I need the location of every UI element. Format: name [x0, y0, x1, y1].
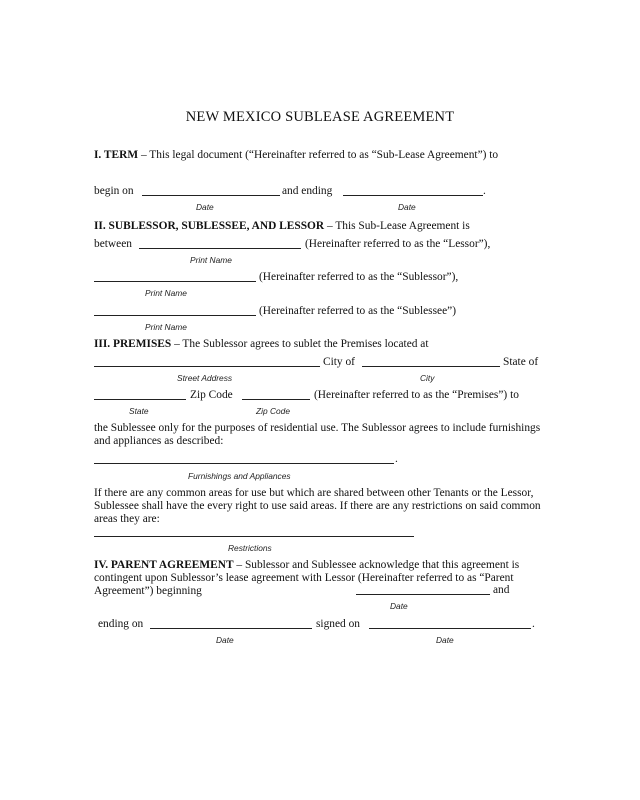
- and-label: and: [493, 584, 510, 596]
- premises-heading: III. PREMISES: [94, 338, 172, 350]
- end-date-caption: Date: [398, 202, 416, 212]
- parent-agreement-paragraph: [94, 559, 546, 598]
- sublessor-print-name-caption: Print Name: [145, 288, 187, 298]
- and-ending-label: and ending: [282, 185, 333, 197]
- begin-date-field[interactable]: [142, 195, 280, 196]
- term-period: .: [483, 185, 486, 197]
- premises-defined-text: (Hereinafter referred to as the “Premises”) to: [314, 389, 519, 401]
- parent-begin-date-caption: Date: [390, 601, 408, 611]
- parent-end-date-caption: Date: [216, 635, 234, 645]
- residential-use-paragraph: the Sublessee only for the purposes of residential use. The Sublessor agrees to include furnishings and appliances as described:: [94, 422, 541, 447]
- premises-intro-line: [94, 337, 429, 351]
- sublessor-name-field[interactable]: [94, 281, 256, 282]
- sublessor-text: (Hereinafter referred to as the “Sublessor”),: [259, 271, 459, 283]
- parent-intro: – Sublessor and Sublessee acknowledge that this agreement is contingent upon Sublessor’s lease agreement with Lessor (Hereinafter referred to as “Parent Agreement”) beginning: [94, 559, 520, 597]
- common-areas-paragraph: If there are any common areas for use but which are shared between other Tenants or the Lessor, Sublessee shall have the every right to use said areas. If there are any restrictions on said common areas they are:: [94, 487, 541, 525]
- state-field[interactable]: [94, 399, 186, 400]
- zip-code-field[interactable]: [242, 399, 310, 400]
- parties-heading: II. SUBLESSOR, SUBLESSEE, AND LESSOR: [94, 220, 325, 232]
- zip-code-label: Zip Code: [190, 389, 233, 401]
- document-title: NEW MEXICO SUBLEASE AGREEMENT: [185, 109, 455, 125]
- street-address-field[interactable]: [94, 366, 320, 367]
- parties-intro-line: [94, 219, 470, 233]
- street-address-caption: Street Address: [177, 373, 233, 383]
- parent-end-date-field[interactable]: [150, 628, 312, 629]
- lessor-name-field[interactable]: [139, 248, 301, 249]
- premises-intro: – The Sublessor agrees to sublet the Premises located at: [171, 338, 429, 350]
- term-intro: – This legal document (“Hereinafter referred to as “Sub-Lease Agreement”) to: [138, 149, 499, 161]
- parties-intro: – This Sub-Lease Agreement is: [324, 220, 470, 232]
- city-caption: City: [420, 373, 435, 383]
- state-caption: State: [129, 406, 149, 416]
- sublessee-print-name-caption: Print Name: [145, 322, 187, 332]
- lessor-print-name-caption: Print Name: [190, 255, 232, 265]
- parent-heading: IV. PARENT AGREEMENT: [94, 559, 234, 571]
- restrictions-caption: Restrictions: [228, 543, 272, 553]
- signed-date-field[interactable]: [369, 628, 531, 629]
- zip-code-caption: Zip Code: [256, 406, 290, 416]
- sublessee-name-field[interactable]: [94, 315, 256, 316]
- begin-on-label: begin on: [94, 185, 134, 197]
- furnishings-period: .: [395, 453, 398, 465]
- parent-period: .: [532, 618, 535, 630]
- city-field[interactable]: [362, 366, 500, 367]
- begin-date-caption: Date: [196, 202, 214, 212]
- restrictions-field[interactable]: [94, 536, 414, 537]
- ending-on-label: ending on: [98, 618, 144, 630]
- signed-on-label: signed on: [316, 618, 360, 630]
- term-intro-line: [94, 148, 498, 162]
- lessor-text: (Hereinafter referred to as the “Lessor”),: [305, 238, 491, 250]
- signed-date-caption: Date: [436, 635, 454, 645]
- term-heading: I. TERM: [94, 149, 139, 161]
- city-of-label: City of: [323, 356, 355, 368]
- end-date-field[interactable]: [343, 195, 483, 196]
- between-label: between: [94, 238, 132, 250]
- furnishings-field[interactable]: [94, 463, 394, 464]
- furnishings-caption: Furnishings and Appliances: [188, 471, 291, 481]
- state-of-label: State of: [503, 356, 539, 368]
- sublessee-text: (Hereinafter referred to as the “Sublessee”): [259, 305, 457, 317]
- parent-begin-date-field[interactable]: [356, 594, 490, 595]
